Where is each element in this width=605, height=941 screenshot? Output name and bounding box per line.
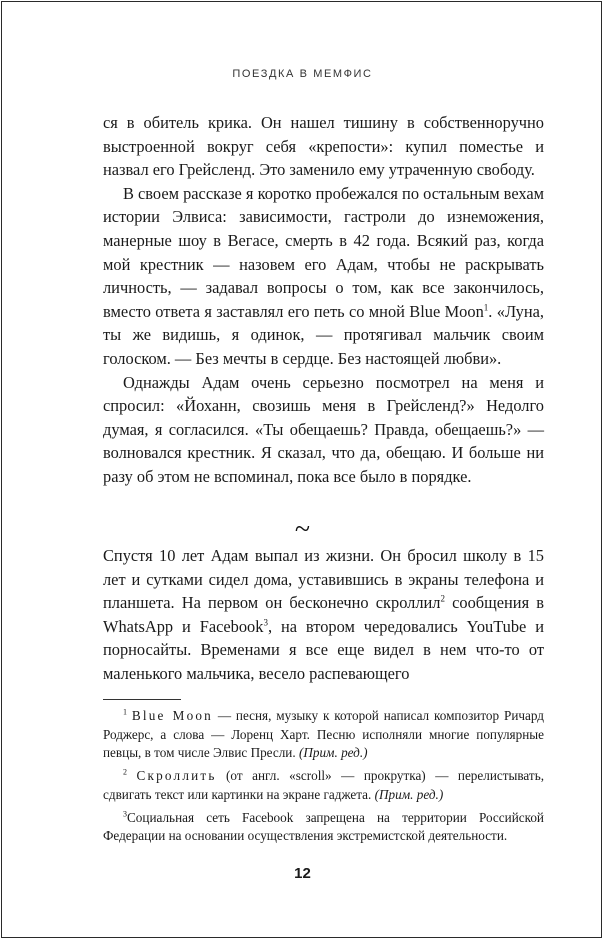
footnote-ref-3[interactable]: 3 [263, 617, 268, 628]
footnote-1: $^1$ Blue Moon — песня, музыку к которой написал композитор Ричард Роджерс, а слова — Лоренц Харт. Песню исполняли многие популярные певцы, в том числе Элвис Пресли. (Прим. ред.) [103, 707, 544, 761]
page-number: 12 [294, 865, 311, 882]
body-text-top [103, 111, 544, 489]
paragraph-4: Спустя 10 лет Адам выпал из жизни. Он бросил школу в 15 лет и сутками сидел дома, уставившись в экраны телефона и планшета. На первом он бесконечно скроллил$^2$ сообщения в WhatsApp и Facebook$^3$, на втором чередовались YouTube и порносайты. Временами я все еще видел в нем что-то от маленького мальчика, весело распевающего [103, 546, 544, 683]
paragraph-2: В своем рассказе я коротко пробежался по остальным вехам истории Элвиса: зависимости, гастроли до изнеможения, манерные шоу в Вегасе, смерть в 42 года. Всякий раз, когда мой крестник — назовем его Адам, чтобы не раскрывать личность, — задавал вопросы о том, как все закончилось, вместо ответа я заставлял его петь со мной Blue Moon$^1$. «Луна, ты же видишь, я одинок, — протягивал мальчик своим голоском. — Без мечты в сердце. Без настоящей любви». [103, 183, 545, 368]
footnote-separator [103, 699, 181, 700]
paragraph-3: Однажды Адам очень серьезно посмотрел на меня и спросил: «Йоханн, свозишь меня в Грейсленд?» Недолго думая, я согласился. «Ты обещаешь? Правда, обещаешь?» — волновался крестник. Я сказал, что да, обещаю. И больше ни разу об этом не вспоминал, пока все было в порядке. [103, 372, 544, 486]
paragraph-1: ся в обитель крика. Он нашел тишину в собственноручно выстроенной вокруг себя «крепости»: купил поместье и назвал его Грейсленд. Это заменило ему утраченную свободу. [103, 113, 544, 180]
body-text-bottom [103, 544, 544, 686]
running-head: ПОЕЗДКА В МЕМФИС [232, 68, 373, 80]
section-break-ornament: ~ [294, 514, 311, 545]
footnote-2: $^2$ Скроллить (от англ. «scroll» — прокрутка) — перелистывать, сдвигать текст или картинки на экране гаджета. (Прим. ред.) [103, 767, 544, 802]
footnote-ref-2[interactable]: 2 [440, 593, 445, 604]
footnote-3: $^3$Социальная сеть Facebook запрещена на территории Российской Федерации на основании осуществления экстремистской деятельности. [103, 809, 544, 844]
footnote-ref-1[interactable]: 1 [483, 302, 489, 313]
footnotes [103, 707, 544, 850]
